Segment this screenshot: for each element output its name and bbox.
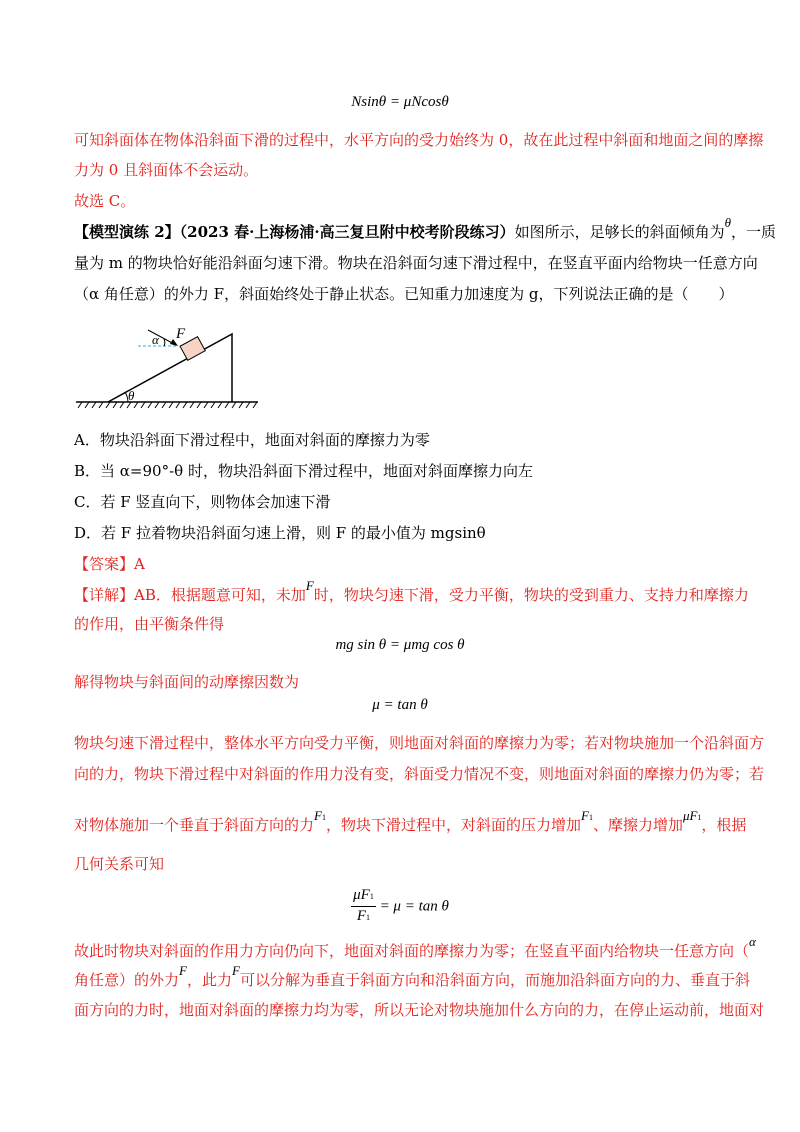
answer-label: 【答案】A bbox=[74, 555, 145, 573]
detail-line-10: 面方向的力时，地面对斜面的摩擦力均为零，所以无论对物块施加什么方向的力，在停止运动前，地面对 bbox=[74, 1001, 765, 1019]
option-a: A．物块沿斜面下滑过程中，地面对斜面的摩擦力为零 bbox=[74, 431, 430, 449]
detail-line-9 bbox=[74, 963, 750, 991]
detail-text: 【详解】AB．根据题意可知，未加 bbox=[74, 586, 306, 604]
incline-surface bbox=[108, 334, 232, 402]
detail-text: ，物块下滑过程中，对斜面的压力增加 bbox=[325, 816, 581, 834]
option-d: D．若 F 拉着物块沿斜面匀速上滑，则 F 的最小值为 mgsinθ bbox=[74, 524, 486, 542]
f1-symbol: F1 bbox=[580, 808, 593, 823]
f1-symbol: F1 bbox=[314, 808, 326, 823]
fraction: $\frac{\mu F1}{F1}$ bbox=[353, 887, 374, 924]
option-c: C．若 F 竖直向下，则物体会加速下滑 bbox=[74, 493, 331, 511]
detail-line-5: 向的力，物块下滑过程中对斜面的作用力没有变，斜面受力情况不变，则地面对斜面的摩擦力仍为零；若 bbox=[74, 765, 765, 783]
theta-symbol: θ bbox=[724, 215, 731, 230]
detail-line-4: 物块匀速下滑过程中，整体水平方向受力平衡，则地面对斜面的摩擦力为零；若对物块施加一个沿斜面方 bbox=[74, 734, 765, 752]
equation-ratio bbox=[0, 886, 800, 927]
incline-figure bbox=[72, 318, 262, 410]
force-symbol: F bbox=[179, 963, 187, 978]
option-b: B．当 α=90°-θ 时，物块沿斜面下滑过程中，地面对斜面摩擦力向左 bbox=[74, 462, 533, 480]
detail-text: 可以分解为垂直于斜面方向和沿斜面方向，而施加沿斜面方向的力、垂直于斜 bbox=[239, 971, 750, 989]
detail-line-8 bbox=[74, 934, 756, 962]
detail-line-1 bbox=[74, 578, 749, 606]
question-text: ，一质 bbox=[731, 223, 777, 241]
equation-mu: μ = tan θ bbox=[372, 697, 428, 713]
equation-balance: mg sin θ = μmg cos θ bbox=[335, 637, 465, 653]
detail-text: 故此时物块对斜面的作用力方向仍向下，地面对斜面的摩擦力为零；在竖直平面内给物块一任意方向（ bbox=[74, 942, 750, 960]
alpha-arc bbox=[164, 339, 165, 346]
detail-text: ，此力 bbox=[186, 971, 232, 989]
detail-text: 角任意）的外力 bbox=[74, 971, 180, 989]
detail-line-2: 的作用，由平衡条件得 bbox=[74, 615, 225, 633]
detail-text: 时，物块匀速下滑，受力平衡，物块的受到重力、支持力和摩擦力 bbox=[313, 586, 749, 604]
equation-ratio-rest: = μ = tan θ bbox=[375, 898, 449, 915]
detail-line-7: 几何关系可知 bbox=[74, 855, 165, 873]
theta-label: θ bbox=[128, 388, 135, 403]
detail-text: ，根据 bbox=[701, 816, 747, 834]
question-label: 【模型演练 2】 bbox=[74, 223, 180, 241]
detail-line-6 bbox=[74, 808, 747, 838]
detail-text: 对物体施加一个垂直于斜面方向的力 bbox=[74, 816, 315, 834]
alpha-symbol: α bbox=[749, 934, 756, 949]
force-symbol: F bbox=[231, 963, 240, 978]
alpha-label: α bbox=[152, 332, 159, 347]
text-line: 可知斜面体在物体沿斜面下滑的过程中，水平方向的受力始终为 0，故在此过程中斜面和地面之间的摩擦 bbox=[74, 131, 764, 149]
question-line-3: （α 角任意）的外力 F，斜面始终处于静止状态。已知重力加速度为 g，下列说法正确的是（ ） bbox=[74, 285, 734, 303]
detail-text: 、摩擦力增加 bbox=[592, 816, 683, 834]
force-label: F bbox=[176, 326, 186, 342]
question-line-2: 量为 m 的物块恰好能沿斜面匀速下滑。物块在沿斜面匀速下滑过程中，在竖直平面内给物块一任意方向 bbox=[74, 254, 758, 272]
detail-line-3: 解得物块与斜面间的动摩擦因数为 bbox=[74, 673, 300, 691]
question-source: （2023 春·上海杨浦·高三复旦附中校考阶段练习） bbox=[179, 223, 515, 241]
ground-hatch bbox=[78, 402, 257, 408]
force-symbol: F bbox=[305, 578, 314, 593]
question-line-1 bbox=[74, 215, 777, 243]
question-text: 如图所示，足够长的斜面倾角为 bbox=[514, 223, 725, 241]
text-line: 力为 0 且斜面体不会运动。 bbox=[74, 161, 259, 179]
mu-f1-symbol: μF1 bbox=[682, 808, 702, 823]
answer-previous: 故选 C。 bbox=[74, 192, 136, 210]
equation-normal-force: Nsinθ = μNcosθ bbox=[351, 94, 449, 110]
